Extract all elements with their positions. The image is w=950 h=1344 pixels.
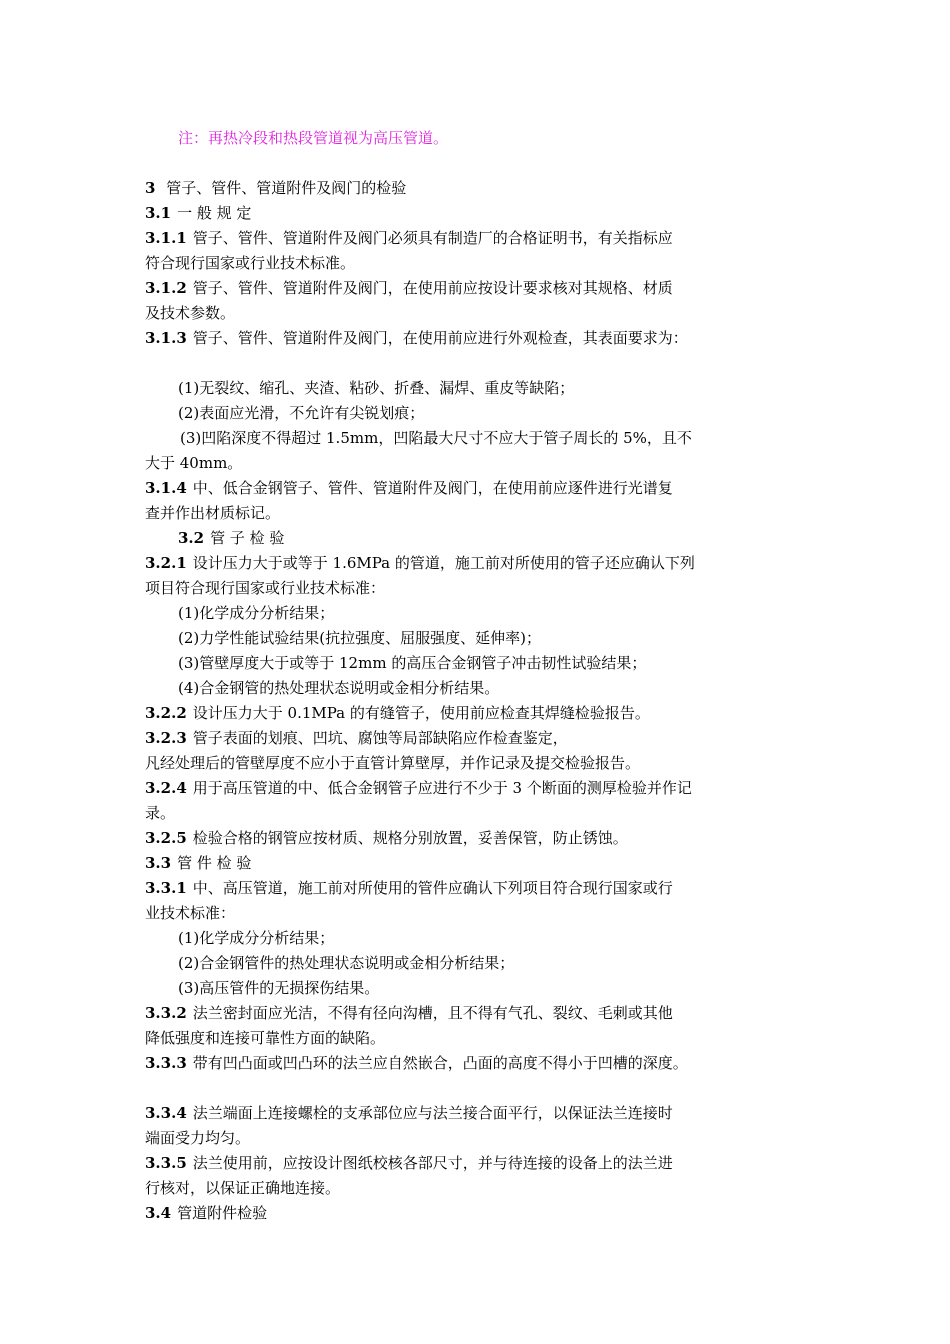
list-item: (2)力学性能试验结果(抗拉强度、屈服强度、延伸率)； — [178, 629, 541, 647]
clause-text: 管子、管件、管道附件及阀门，在使用前应进行外观检查，其表面要求为： — [192, 329, 688, 347]
section-title: 管子、管件、管道附件及阀门的检验 — [166, 179, 407, 197]
clause-text: 法兰端面上连接螺栓的支承部位应与法兰接合面平行，以保证法兰连接时 — [192, 1104, 673, 1122]
paragraph-3-1-2 — [145, 278, 673, 298]
paragraph-line: 降低强度和连接可靠性方面的缺陷。 — [145, 1029, 386, 1047]
note-text: 注：再热冷段和热段管道视为高压管道。 — [178, 129, 449, 147]
paragraph-3-1-1 — [145, 228, 673, 248]
section-title: 一 般 规 定 — [177, 204, 252, 222]
paragraph-line: 大于 40mm。 — [145, 454, 243, 472]
paragraph-3-2-1 — [145, 553, 695, 573]
list-item: (1)化学成分分析结果； — [178, 929, 335, 947]
paragraph-3-2-3 — [145, 728, 568, 748]
paragraph-line: 业技术标准： — [145, 904, 236, 922]
clause-text: 法兰密封面应光洁，不得有径向沟槽，且不得有气孔、裂纹、毛刺或其他 — [192, 1004, 673, 1022]
list-item: (2)合金钢管件的热处理状态说明或金相分析结果； — [178, 954, 515, 972]
paragraph-3-3-1 — [145, 878, 673, 898]
list-item: (3)凹陷深度不得超过 1.5mm，凹陷最大尺寸不应大于管子周长的 5%，且不 — [180, 429, 692, 447]
paragraph-line: 查并作出材质标记。 — [145, 504, 281, 522]
clause-number: 3.2.3 — [145, 729, 187, 747]
section-title: 管道附件检验 — [177, 1204, 268, 1222]
paragraph-3-1-4 — [145, 478, 673, 498]
paragraph-line: 项目符合现行国家或行业技术标准： — [145, 579, 386, 597]
clause-number: 3.2.2 — [145, 704, 187, 722]
clause-text: 中、低合金钢管子、管件、管道附件及阀门，在使用前应逐件进行光谱复 — [192, 479, 673, 497]
section-title: 管 件 检 验 — [177, 854, 252, 872]
section-heading-3-2 — [178, 528, 284, 548]
paragraph-3-3-3 — [145, 1053, 688, 1073]
paragraph-line: 端面受力均匀。 — [145, 1129, 251, 1147]
list-item: (1)无裂纹、缩孔、夹渣、粘砂、折叠、漏焊、重皮等缺陷； — [178, 379, 575, 397]
clause-text: 管子、管件、管道附件及阀门必须具有制造厂的合格证明书，有关指标应 — [192, 229, 673, 247]
clause-text: 管子、管件、管道附件及阀门，在使用前应按设计要求核对其规格、材质 — [192, 279, 673, 297]
section-number: 3.2 — [178, 529, 205, 547]
paragraph-3-1-3 — [145, 328, 688, 348]
section-title: 管 子 检 验 — [210, 529, 285, 547]
section-number: 3.3 — [145, 854, 172, 872]
paragraph-3-2-5 — [145, 828, 628, 848]
paragraph-line: 行核对，以保证正确地连接。 — [145, 1179, 341, 1197]
paragraph-line: 符合现行国家或行业技术标准。 — [145, 254, 356, 272]
clause-number: 3.3.5 — [145, 1154, 187, 1172]
clause-text: 法兰使用前，应按设计图纸校核各部尺寸，并与待连接的设备上的法兰进 — [192, 1154, 673, 1172]
paragraph-line: 凡经处理后的管壁厚度不应小于直管计算壁厚，并作记录及提交检验报告。 — [145, 754, 641, 772]
clause-number: 3.3.2 — [145, 1004, 187, 1022]
clause-text: 带有凹凸面或凹凸环的法兰应自然嵌合，凸面的高度不得小于凹槽的深度。 — [192, 1054, 688, 1072]
section-number: 3.1 — [145, 204, 172, 222]
clause-text: 中、高压管道，施工前对所使用的管件应确认下列项目符合现行国家或行 — [192, 879, 673, 897]
list-item: (2)表面应光滑，不允许有尖锐划痕； — [178, 404, 425, 422]
clause-number: 3.2.5 — [145, 829, 187, 847]
list-item: (1)化学成分分析结果； — [178, 604, 335, 622]
paragraph-3-3-2 — [145, 1003, 673, 1023]
clause-number: 3.3.1 — [145, 879, 187, 897]
clause-number: 3.2.4 — [145, 779, 187, 797]
paragraph-3-3-4 — [145, 1103, 673, 1123]
clause-text: 检验合格的钢管应按材质、规格分别放置，妥善保管，防止锈蚀。 — [192, 829, 628, 847]
list-item: (3)管壁厚度大于或等于 12mm 的高压合金钢管子冲击韧性试验结果； — [178, 654, 647, 672]
section-number: 3.4 — [145, 1204, 172, 1222]
clause-number: 3.3.3 — [145, 1054, 187, 1072]
list-item: (3)高压管件的无损探伤结果。 — [178, 979, 380, 997]
clause-text: 管子表面的划痕、凹坑、腐蚀等局部缺陷应作检查鉴定， — [192, 729, 568, 747]
paragraph-3-3-5 — [145, 1153, 673, 1173]
section-heading-3-3 — [145, 853, 251, 873]
clause-number: 3.2.1 — [145, 554, 187, 572]
section-heading-3 — [145, 178, 406, 198]
paragraph-3-2-4 — [145, 778, 692, 798]
clause-number: 3.1.1 — [145, 229, 187, 247]
clause-text: 设计压力大于或等于 1.6MPa 的管道，施工前对所使用的管子还应确认下列 — [192, 554, 695, 572]
clause-number: 3.1.2 — [145, 279, 187, 297]
clause-number: 3.1.3 — [145, 329, 187, 347]
section-heading-3-1 — [145, 203, 251, 223]
paragraph-line: 录。 — [145, 804, 176, 822]
paragraph-3-2-2 — [145, 703, 650, 723]
section-heading-3-4 — [145, 1203, 267, 1223]
clause-number: 3.3.4 — [145, 1104, 187, 1122]
list-item: (4)合金钢管的热处理状态说明或金相分析结果。 — [178, 679, 500, 697]
clause-text: 设计压力大于 0.1MPa 的有缝管子，使用前应检查其焊缝检验报告。 — [192, 704, 650, 722]
clause-number: 3.1.4 — [145, 479, 187, 497]
clause-text: 用于高压管道的中、低合金钢管子应进行不少于 3 个断面的测厚检验并作记 — [192, 779, 692, 797]
paragraph-line: 及技术参数。 — [145, 304, 236, 322]
section-number: 3 — [145, 179, 156, 197]
